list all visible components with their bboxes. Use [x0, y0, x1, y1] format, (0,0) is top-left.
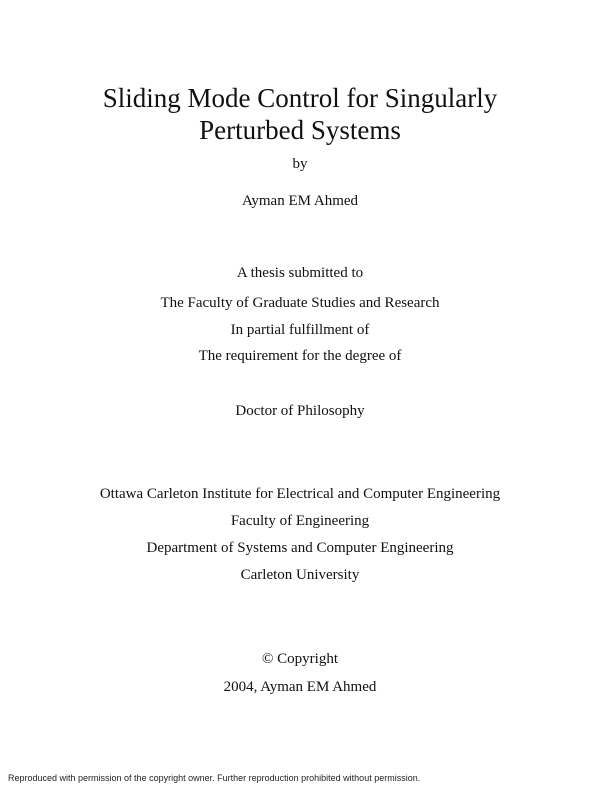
by-label: by: [292, 156, 308, 172]
submission-line-4: The requirement for the degree of: [198, 348, 402, 364]
thesis-title-line-2: Perturbed Systems: [199, 115, 401, 145]
degree-name: Doctor of Philosophy: [235, 403, 365, 419]
institution-line-2: Faculty of Engineering: [230, 513, 370, 529]
thesis-title-line-1: Sliding Mode Control for Singularly: [102, 83, 498, 113]
submission-line-3: In partial fulfillment of: [230, 322, 370, 338]
institution-line-3: Department of Systems and Computer Engineering: [146, 540, 454, 556]
copyright-year-holder: 2004, Ayman EM Ahmed: [223, 679, 377, 695]
reproduction-footer: Reproduced with permission of the copyright owner. Further reproduction prohibited without permission.: [8, 773, 421, 783]
submission-line-1: A thesis submitted to: [236, 265, 364, 281]
copyright-notice: © Copyright: [262, 651, 338, 667]
institution-line-1: Ottawa Carleton Institute for Electrical and Computer Engineering: [99, 486, 501, 502]
submission-line-2: The Faculty of Graduate Studies and Research: [160, 295, 440, 311]
author-name: Ayman EM Ahmed: [241, 193, 359, 209]
institution-line-4: Carleton University: [240, 567, 360, 583]
